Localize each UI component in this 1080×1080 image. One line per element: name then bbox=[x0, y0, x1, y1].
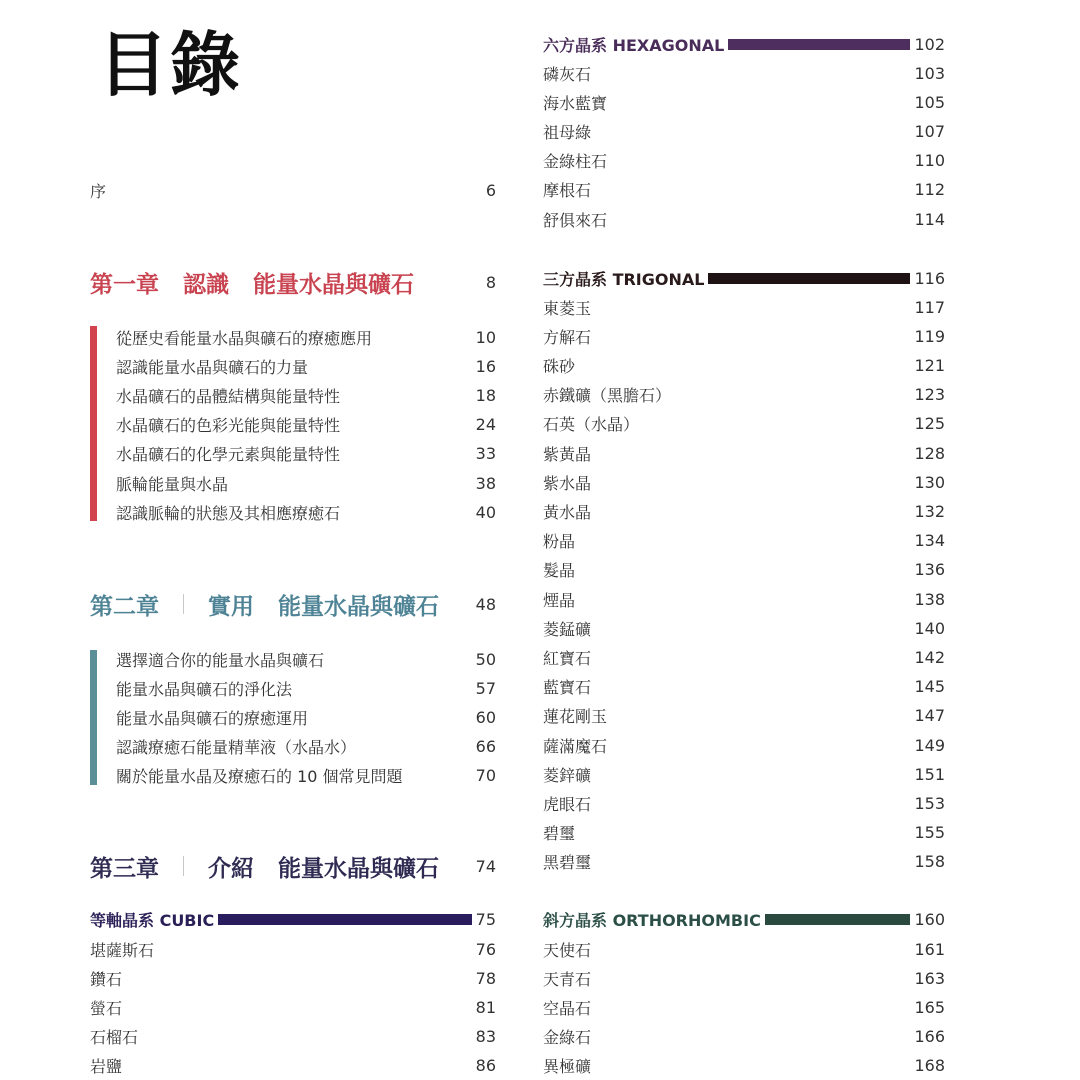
toc-entry-preface[interactable] bbox=[90, 178, 496, 202]
entry-label: 紅寶石 bbox=[543, 648, 592, 668]
toc-entry[interactable] bbox=[543, 441, 945, 465]
toc-entry[interactable] bbox=[543, 295, 945, 319]
chapter-keyword: 認識 bbox=[183, 271, 229, 298]
entry-label: 天使石 bbox=[543, 940, 592, 960]
toc-entry[interactable] bbox=[116, 383, 496, 407]
entry-page: 110 bbox=[914, 151, 945, 171]
entry-page: 16 bbox=[475, 356, 496, 376]
entry-label: 認識療癒石能量精華液（水晶水） bbox=[116, 738, 357, 758]
toc-entry[interactable] bbox=[116, 764, 496, 788]
section-name: 六方晶系 HEXAGONAL bbox=[543, 35, 725, 55]
entry-label: 薩滿魔石 bbox=[543, 736, 608, 756]
chapter-separator bbox=[183, 856, 184, 876]
entry-label: 菱鋅礦 bbox=[543, 765, 592, 785]
entry-label: 選擇適合你的能量水晶與礦石 bbox=[116, 650, 325, 670]
entry-label: 能量水晶與礦石的淨化法 bbox=[116, 679, 293, 699]
entry-label: 磷灰石 bbox=[543, 64, 592, 84]
toc-entry[interactable] bbox=[543, 821, 945, 845]
entry-label: 水晶礦石的晶體結構與能量特性 bbox=[116, 386, 341, 406]
section-bar bbox=[218, 914, 471, 925]
entry-page: 121 bbox=[914, 355, 945, 375]
entry-page: 166 bbox=[914, 1027, 945, 1047]
entry-label: 異極礦 bbox=[543, 1057, 592, 1077]
toc-entry[interactable] bbox=[543, 733, 945, 757]
entry-page: 136 bbox=[914, 560, 945, 580]
section-bar bbox=[708, 273, 910, 284]
entry-page: 138 bbox=[914, 589, 945, 609]
entry-label: 煙晶 bbox=[543, 590, 576, 610]
toc-entry[interactable] bbox=[543, 558, 945, 582]
entry-label: 黑碧璽 bbox=[543, 853, 592, 873]
entry-label: 石榴石 bbox=[90, 1028, 139, 1048]
chapter-title: 能量水晶與礦石 bbox=[278, 855, 439, 882]
entry-label: 紫黃晶 bbox=[543, 444, 592, 464]
section-bar bbox=[765, 914, 911, 925]
toc-entry[interactable] bbox=[543, 90, 945, 114]
chapter-title: 能量水晶與礦石 bbox=[278, 593, 439, 620]
entry-label: 石英（水晶） bbox=[543, 415, 640, 435]
entry-label: 碧璽 bbox=[543, 824, 576, 844]
chapter-separator bbox=[183, 594, 184, 614]
toc-entry[interactable] bbox=[90, 995, 496, 1019]
entry-page: 155 bbox=[914, 823, 945, 843]
entry-label: 赤鐵礦（黑膽石） bbox=[543, 386, 672, 406]
section-name: 斜方晶系 ORTHORHOMBIC bbox=[543, 910, 761, 930]
entry-label: 關於能量水晶及療癒石的 10 個常見問題 bbox=[116, 767, 403, 787]
entry-label: 天青石 bbox=[543, 969, 592, 989]
entry-label: 序 bbox=[90, 181, 107, 201]
entry-page: 107 bbox=[914, 121, 945, 141]
entry-page: 6 bbox=[485, 180, 496, 200]
toc-entry[interactable] bbox=[90, 966, 496, 990]
entry-page: 145 bbox=[914, 677, 945, 697]
entry-label: 水晶礦石的色彩光能與能量特性 bbox=[116, 416, 341, 436]
section-bar bbox=[728, 39, 910, 50]
entry-label: 虎眼石 bbox=[543, 794, 592, 814]
toc-entry[interactable] bbox=[543, 470, 945, 494]
toc-entry[interactable] bbox=[543, 119, 945, 143]
entry-page: 149 bbox=[914, 735, 945, 755]
entry-label: 祖母綠 bbox=[543, 122, 592, 142]
section-cubic-heading[interactable] bbox=[90, 907, 496, 931]
chapter-label: 第一章 bbox=[90, 271, 159, 298]
toc-entry[interactable] bbox=[543, 61, 945, 85]
chapter-2-heading[interactable] bbox=[90, 587, 496, 621]
toc-entry[interactable] bbox=[543, 499, 945, 523]
toc-entry[interactable] bbox=[543, 1054, 945, 1078]
entry-page: 130 bbox=[914, 472, 945, 492]
toc-entry[interactable] bbox=[90, 1054, 496, 1078]
toc-entry[interactable] bbox=[543, 412, 945, 436]
entry-page: 117 bbox=[914, 297, 945, 317]
entry-label: 認識脈輪的狀態及其相應療癒石 bbox=[116, 503, 341, 523]
entry-page: 70 bbox=[475, 766, 496, 786]
entry-label: 能量水晶與礦石的療癒運用 bbox=[116, 708, 309, 728]
entry-page: 142 bbox=[914, 647, 945, 667]
chapter-2-accent-bar bbox=[90, 650, 97, 785]
entry-label: 水晶礦石的化學元素與能量特性 bbox=[116, 445, 341, 465]
section-orthorhombic-heading[interactable] bbox=[543, 907, 945, 931]
entry-label: 金綠石 bbox=[543, 1028, 592, 1048]
entry-page: 132 bbox=[914, 501, 945, 521]
toc-entry[interactable] bbox=[90, 1025, 496, 1049]
entry-page: 66 bbox=[475, 737, 496, 757]
chapter-label: 第三章 bbox=[90, 855, 159, 882]
toc-entry[interactable] bbox=[543, 324, 945, 348]
toc-entry[interactable] bbox=[543, 850, 945, 874]
entry-page: 18 bbox=[475, 385, 496, 405]
entry-page: 86 bbox=[475, 1056, 496, 1076]
toc-entry[interactable] bbox=[543, 207, 945, 231]
chapter-3-heading[interactable] bbox=[90, 849, 496, 883]
toc-entry[interactable] bbox=[543, 704, 945, 728]
entry-page: 165 bbox=[914, 997, 945, 1017]
entry-page: 147 bbox=[914, 706, 945, 726]
toc-entry[interactable] bbox=[116, 413, 496, 437]
entry-page: 105 bbox=[914, 92, 945, 112]
entry-page: 76 bbox=[475, 939, 496, 959]
chapter-page: 48 bbox=[475, 594, 496, 614]
chapter-keyword: 實用 bbox=[208, 593, 254, 620]
entry-label: 粉晶 bbox=[543, 532, 576, 552]
chapter-page: 74 bbox=[475, 856, 496, 876]
entry-label: 從歷史看能量水晶與礦石的療癒應用 bbox=[116, 328, 373, 348]
toc-entry[interactable] bbox=[116, 647, 496, 671]
section-trigonal-heading[interactable] bbox=[543, 266, 945, 290]
toc-entry[interactable] bbox=[116, 735, 496, 759]
entry-page: 60 bbox=[475, 707, 496, 727]
entry-page: 125 bbox=[914, 414, 945, 434]
toc-entry[interactable] bbox=[543, 149, 945, 173]
entry-label: 脈輪能量與水晶 bbox=[116, 474, 229, 494]
toc-entry[interactable] bbox=[543, 1025, 945, 1049]
section-page: 75 bbox=[475, 909, 496, 929]
chapter-1-heading[interactable] bbox=[90, 265, 496, 299]
section-name: 三方晶系 TRIGONAL bbox=[543, 269, 705, 289]
toc-entry[interactable] bbox=[543, 616, 945, 640]
section-page: 160 bbox=[914, 909, 945, 929]
entry-label: 岩鹽 bbox=[90, 1057, 123, 1077]
entry-page: 78 bbox=[475, 968, 496, 988]
toc-entry[interactable] bbox=[543, 383, 945, 407]
entry-page: 151 bbox=[914, 764, 945, 784]
entry-page: 134 bbox=[914, 531, 945, 551]
entry-page: 10 bbox=[475, 327, 496, 347]
entry-label: 蓮花剛玉 bbox=[543, 707, 608, 727]
chapter-keyword: 介紹 bbox=[208, 855, 254, 882]
toc-entry[interactable] bbox=[543, 353, 945, 377]
entry-page: 40 bbox=[475, 502, 496, 522]
toc-entry[interactable] bbox=[116, 676, 496, 700]
chapter-label: 第二章 bbox=[90, 593, 159, 620]
section-page: 116 bbox=[914, 268, 945, 288]
section-hexagonal-heading[interactable] bbox=[543, 32, 945, 56]
entry-page: 33 bbox=[475, 444, 496, 464]
entry-page: 24 bbox=[475, 415, 496, 435]
toc-entry[interactable] bbox=[543, 587, 945, 611]
entry-page: 140 bbox=[914, 618, 945, 638]
toc-entry[interactable] bbox=[116, 325, 496, 349]
entry-page: 57 bbox=[475, 678, 496, 698]
entry-page: 128 bbox=[914, 443, 945, 463]
entry-page: 103 bbox=[914, 63, 945, 83]
entry-label: 菱錳礦 bbox=[543, 619, 592, 639]
entry-label: 金綠柱石 bbox=[543, 152, 608, 172]
entry-page: 81 bbox=[475, 997, 496, 1017]
entry-page: 163 bbox=[914, 968, 945, 988]
entry-page: 38 bbox=[475, 473, 496, 493]
entry-page: 153 bbox=[914, 793, 945, 813]
entry-page: 158 bbox=[914, 852, 945, 872]
entry-page: 112 bbox=[914, 180, 945, 200]
section-name: 等軸晶系 CUBIC bbox=[90, 910, 215, 930]
chapter-1-accent-bar bbox=[90, 326, 97, 521]
entry-label: 空晶石 bbox=[543, 998, 592, 1018]
entry-page: 123 bbox=[914, 385, 945, 405]
toc-entry[interactable] bbox=[90, 937, 496, 961]
entry-label: 方解石 bbox=[543, 327, 592, 347]
toc-entry[interactable] bbox=[543, 645, 945, 669]
toc-entry[interactable] bbox=[543, 995, 945, 1019]
entry-label: 舒俱來石 bbox=[543, 210, 608, 230]
toc-entry[interactable] bbox=[116, 500, 496, 524]
section-page: 102 bbox=[914, 34, 945, 54]
entry-page: 83 bbox=[475, 1027, 496, 1047]
toc-entry[interactable] bbox=[543, 178, 945, 202]
entry-label: 紫水晶 bbox=[543, 473, 592, 493]
entry-label: 藍寶石 bbox=[543, 678, 592, 698]
toc-entry[interactable] bbox=[543, 791, 945, 815]
toc-entry[interactable] bbox=[116, 354, 496, 378]
toc-entry[interactable] bbox=[116, 471, 496, 495]
entry-label: 堪薩斯石 bbox=[90, 940, 155, 960]
toc-entry[interactable] bbox=[116, 442, 496, 466]
entry-page: 161 bbox=[914, 939, 945, 959]
entry-label: 髮晶 bbox=[543, 561, 576, 581]
entry-label: 認識能量水晶與礦石的力量 bbox=[116, 357, 309, 377]
entry-page: 168 bbox=[914, 1056, 945, 1076]
entry-label: 黃水晶 bbox=[543, 502, 592, 522]
toc-entry[interactable] bbox=[116, 705, 496, 729]
toc-entry[interactable] bbox=[543, 675, 945, 699]
page-title: 目錄 bbox=[98, 23, 242, 106]
entry-page: 119 bbox=[914, 326, 945, 346]
toc-entry[interactable] bbox=[543, 529, 945, 553]
entry-label: 鑽石 bbox=[90, 969, 123, 989]
entry-label: 螢石 bbox=[90, 998, 123, 1018]
entry-label: 東菱玉 bbox=[543, 298, 592, 318]
entry-label: 硃砂 bbox=[543, 356, 576, 376]
chapter-title: 能量水晶與礦石 bbox=[253, 271, 414, 298]
toc-entry[interactable] bbox=[543, 966, 945, 990]
entry-label: 海水藍寶 bbox=[543, 93, 608, 113]
entry-page: 50 bbox=[475, 649, 496, 669]
toc-entry[interactable] bbox=[543, 762, 945, 786]
entry-page: 114 bbox=[914, 209, 945, 229]
toc-entry[interactable] bbox=[543, 937, 945, 961]
chapter-page: 8 bbox=[485, 272, 496, 292]
entry-label: 摩根石 bbox=[543, 181, 592, 201]
